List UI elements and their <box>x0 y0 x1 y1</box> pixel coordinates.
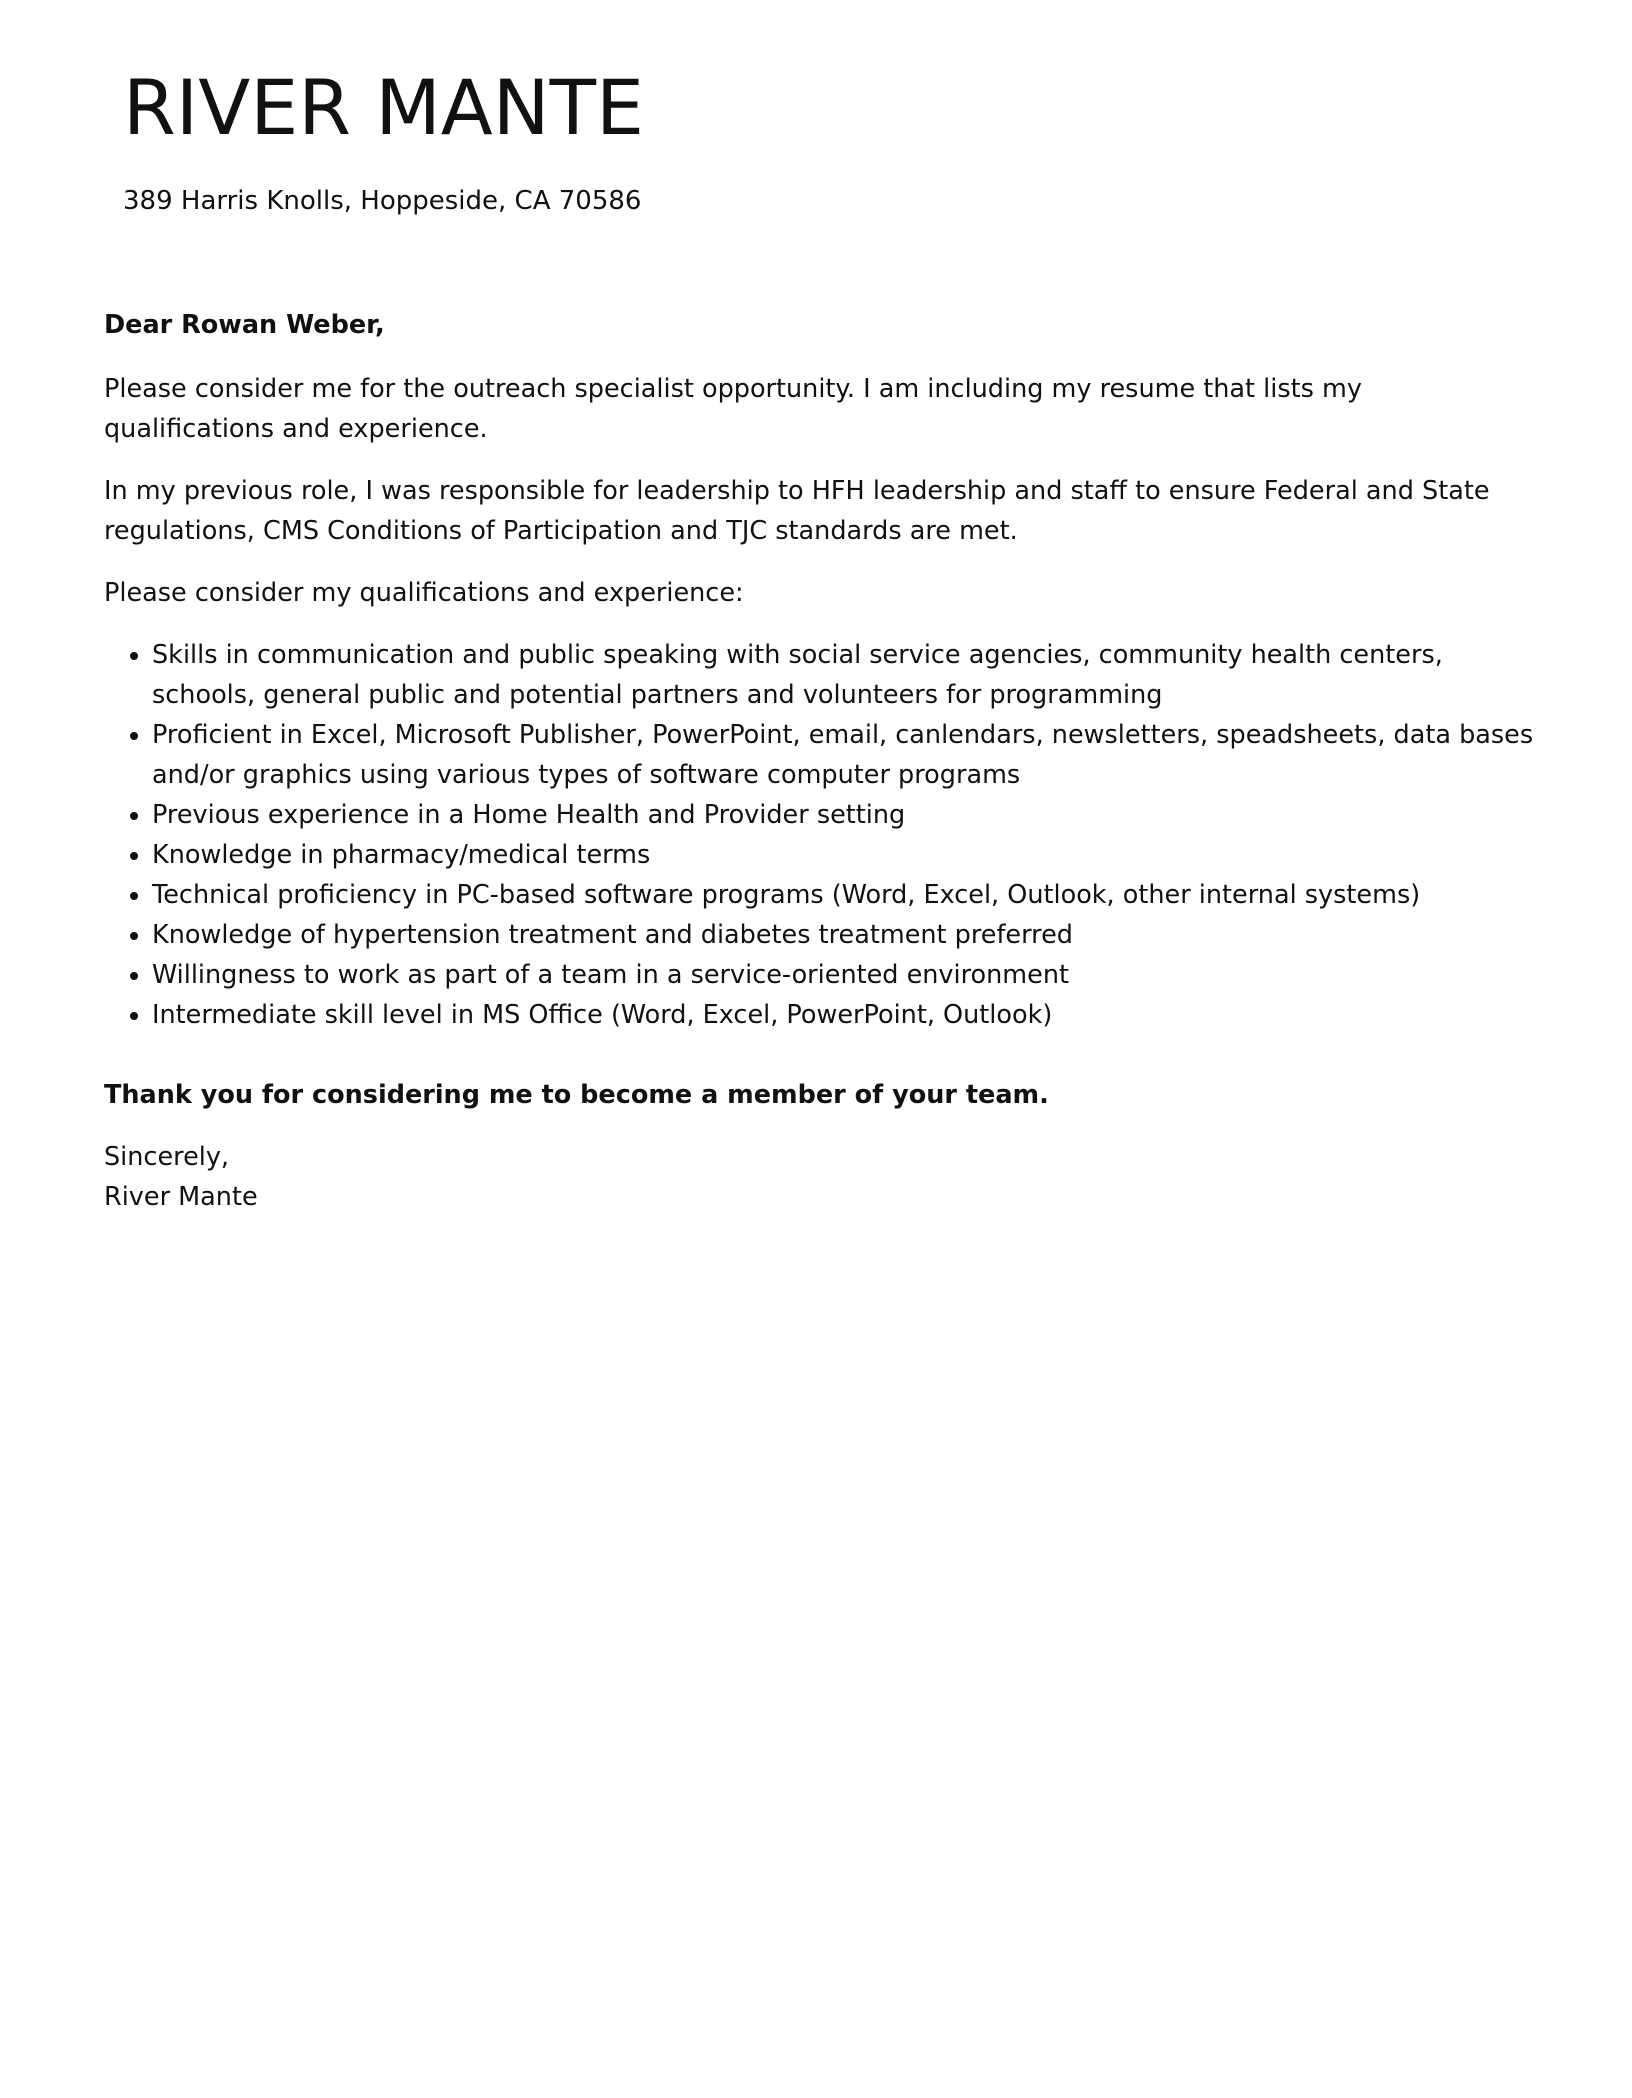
sender-address: 389 Harris Knolls, Hoppeside, CA 70586 <box>123 186 642 216</box>
signature-name: River Mante <box>104 1182 258 1212</box>
qualifications-list <box>104 635 1534 1035</box>
closing-line: Thank you for considering me to become a member of your team. <box>104 1080 1049 1110</box>
qualifications-intro: Please consider my qualifications and experience: <box>104 578 744 608</box>
list-item: • Willingness to work as part of a team in a service-oriented environment <box>152 955 1534 995</box>
salutation: Dear Rowan Weber, <box>104 310 385 340</box>
letter-header <box>123 63 645 217</box>
list-item: • Previous experience in a Home Health and Provider setting <box>152 795 1534 835</box>
list-item: • Knowledge in pharmacy/medical terms <box>152 835 1534 875</box>
list-item: • Knowledge of hypertension treatment and diabetes treatment preferred <box>152 915 1534 955</box>
signoff: Sincerely, <box>104 1142 230 1172</box>
previous-role-paragraph: In my previous role, I was responsible for leadership to HFH leadership and staff to ensure Federal and State regulations, CMS Conditions of Participation and TJC standards are met. <box>104 476 1490 546</box>
list-item: • Technical proficiency in PC-based software programs (Word, Excel, Outlook, other internal systems) <box>152 875 1534 915</box>
list-item: • Intermediate skill level in MS Office (Word, Excel, PowerPoint, Outlook) <box>152 995 1534 1035</box>
intro-paragraph: Please consider me for the outreach specialist opportunity. I am including my resume that lists my qualifications and experience. <box>104 374 1362 444</box>
list-item: • Skills in communication and public speaking with social service agencies, community health centers, schools, general public and potential partners and volunteers for programming <box>152 635 1534 715</box>
list-item: • Proficient in Excel, Microsoft Publisher, PowerPoint, email, canlendars, newsletters, speadsheets, data bases and/or graphics using various types of software computer programs <box>152 715 1534 795</box>
sender-name: RIVER MANTE <box>123 63 645 152</box>
letter-body <box>104 305 1534 1217</box>
